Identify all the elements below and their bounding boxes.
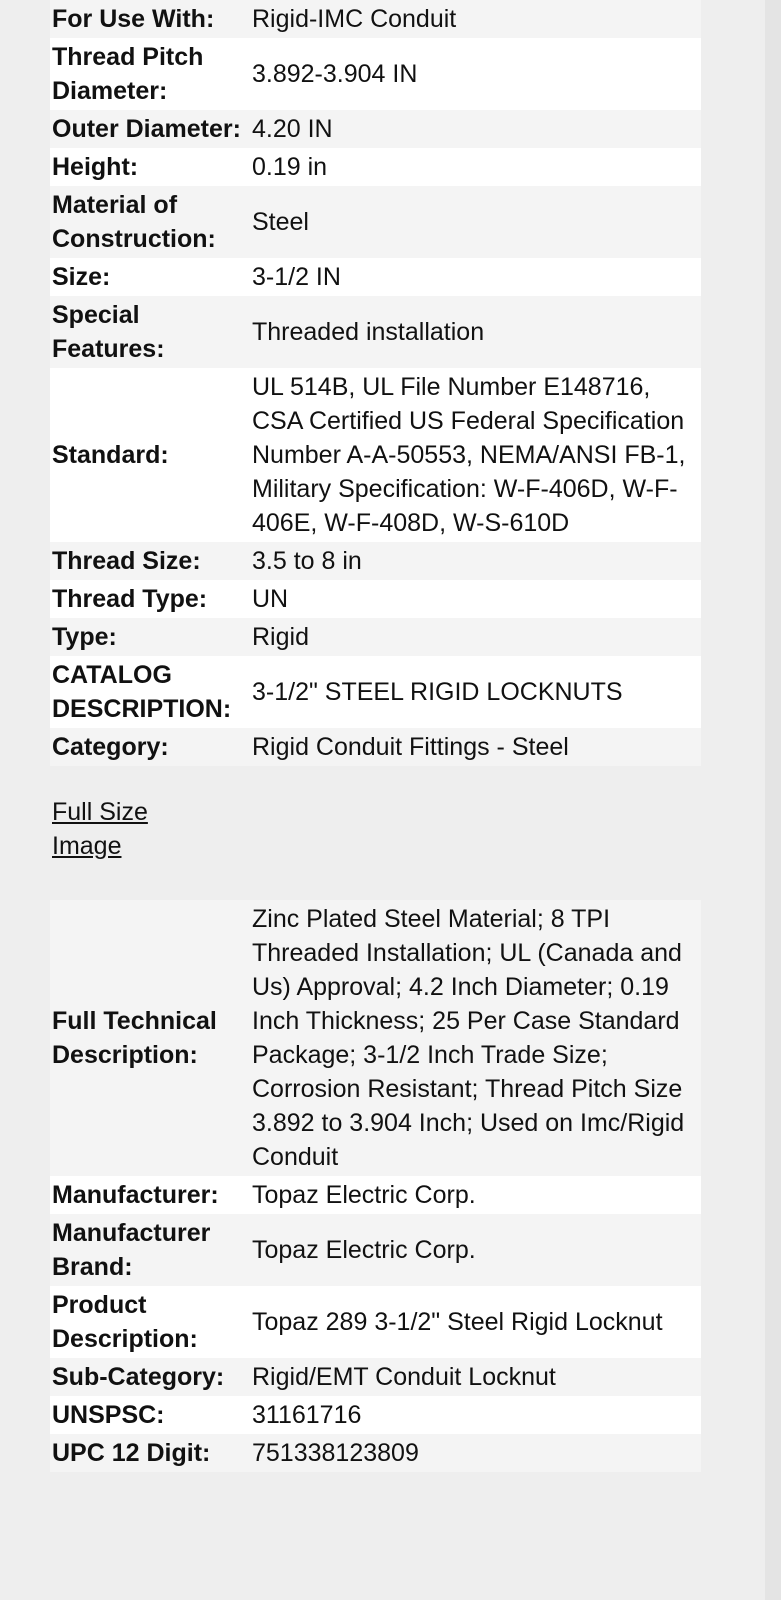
spec-label: Sub-Category: <box>50 1358 250 1396</box>
spec-label: UPC 12 Digit: <box>50 1434 250 1472</box>
spec-value: 0.19 in <box>250 148 701 186</box>
specs-table-top <box>50 0 701 766</box>
spec-label: Category: <box>50 728 250 766</box>
spec-row-unspsc <box>50 1396 701 1434</box>
spec-label: For Use With: <box>50 0 250 38</box>
spec-row-manufacturer-brand <box>50 1214 701 1286</box>
spec-label: Outer Diameter: <box>50 110 250 148</box>
full-size-image-block <box>50 766 701 900</box>
spec-label: Manufacturer: <box>50 1176 250 1214</box>
spec-row-outer-diameter <box>50 110 701 148</box>
spec-label: CATALOG DESCRIPTION: <box>50 656 250 728</box>
spec-row-upc <box>50 1434 701 1472</box>
spec-label: Thread Size: <box>50 542 250 580</box>
spec-label: Product Description: <box>50 1286 250 1358</box>
spec-row-material <box>50 186 701 258</box>
spec-value: Rigid/EMT Conduit Locknut <box>250 1358 701 1396</box>
spec-row-type <box>50 618 701 656</box>
spec-row-height <box>50 148 701 186</box>
spec-row-manufacturer <box>50 1176 701 1214</box>
spec-row-special-features <box>50 296 701 368</box>
spec-value: Rigid-IMC Conduit <box>250 0 701 38</box>
spec-value: Rigid Conduit Fittings - Steel <box>250 728 701 766</box>
spec-value: Topaz Electric Corp. <box>250 1214 701 1286</box>
spec-row-product-description <box>50 1286 701 1358</box>
spec-label: Full Technical Description: <box>50 900 250 1176</box>
spec-row-thread-size <box>50 542 701 580</box>
spec-value: 4.20 IN <box>250 110 701 148</box>
spec-value: Topaz 289 3-1/2" Steel Rigid Locknut <box>250 1286 701 1358</box>
spec-value: 31161716 <box>250 1396 701 1434</box>
product-details <box>50 0 701 1472</box>
spec-row-catalog-description <box>50 656 701 728</box>
spec-label: Size: <box>50 258 250 296</box>
spec-label: Height: <box>50 148 250 186</box>
specs-table-bottom <box>50 900 701 1472</box>
spec-row-full-technical-description <box>50 900 701 1176</box>
spec-label: Thread Pitch Diameter: <box>50 38 250 110</box>
spec-row-thread-pitch-diameter <box>50 38 701 110</box>
spec-value: 3-1/2 IN <box>250 258 701 296</box>
spec-row-category <box>50 728 701 766</box>
spec-label: Manufacturer Brand: <box>50 1214 250 1286</box>
spec-label: UNSPSC: <box>50 1396 250 1434</box>
spec-value: Topaz Electric Corp. <box>250 1176 701 1214</box>
spec-value: Threaded installation <box>250 296 701 368</box>
spec-value: UN <box>250 580 701 618</box>
spec-value: 3.892-3.904 IN <box>250 38 701 110</box>
spec-label: Type: <box>50 618 250 656</box>
spec-label: Special Features: <box>50 296 250 368</box>
spec-value: Zinc Plated Steel Material; 8 TPI Threaded Installation; UL (Canada and Us) Approval; 4.2 Inch Diameter; 0.19 Inch Thickness; 25 Per Case Standard Package; 3-1/2 Inch Trade Size; Corrosion Resistant; Thread Pitch Size 3.892 to 3.904 Inch; Used on Imc/Rigid Conduit <box>250 900 701 1176</box>
spec-value: 3.5 to 8 in <box>250 542 701 580</box>
spec-value: UL 514B, UL File Number E148716, CSA Certified US Federal Specification Number A-A-50553, NEMA/ANSI FB-1, Military Specification: W-F-406D, W-F-406E, W-F-408D, W-S-610D <box>250 368 701 542</box>
spec-row-sub-category <box>50 1358 701 1396</box>
full-size-image-link[interactable]: Full Size Image <box>52 798 148 860</box>
spec-row-for-use-with <box>50 0 701 38</box>
spec-label: Material of Construction: <box>50 186 250 258</box>
spec-value: Rigid <box>250 618 701 656</box>
spec-row-thread-type <box>50 580 701 618</box>
spec-row-standard <box>50 368 701 542</box>
spec-value: 3-1/2" STEEL RIGID LOCKNUTS <box>250 656 701 728</box>
spec-value: Steel <box>250 186 701 258</box>
spec-label: Thread Type: <box>50 580 250 618</box>
page-right-margin <box>765 0 781 1600</box>
spec-row-size <box>50 258 701 296</box>
spec-label: Standard: <box>50 368 250 542</box>
spec-value: 751338123809 <box>250 1434 701 1472</box>
